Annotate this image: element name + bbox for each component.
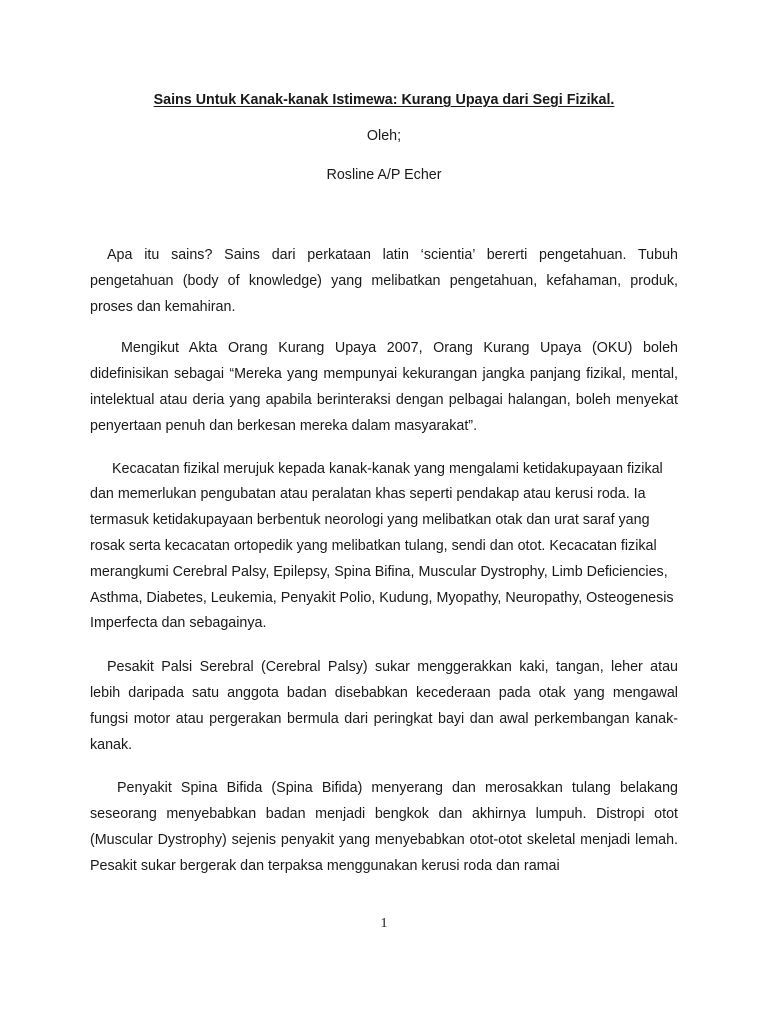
by-label: Oleh;: [366, 128, 402, 144]
paragraph: Kecacatan fizikal merujuk kepada kanak-kanak yang mengalami ketidakupayaan fizikal dan memerlukan pengubatan atau peralatan khas seperti pendakap atau kerusi roda. Ia termasuk ketidakupayaan berbentuk neorologi yang melibatkan otak dan urat saraf yang rosak serta kecacatan ortopedik yang melibatkan tulang, sendi dan otot. Kecacatan fizikal merangkumi Cerebral Palsy, Epilepsy, Spina Bifina, Muscular Dystrophy, Limb Deficiencies, Asthma, Diabetes, Leukemia, Penyakit Polio, Kudung, Myopathy, Neuropathy, Osteogenesis Imperfecta dan sebagainya.: [90, 460, 674, 632]
author-name: Rosline A/P Echer: [326, 167, 442, 183]
page-number: 1: [380, 916, 388, 931]
paragraph: Mengikut Akta Orang Kurang Upaya 2007, Orang Kurang Upaya (OKU) boleh didefinisikan sebagai “Mereka yang mempunyai kekurangan jangka panjang fizikal, mental, intelektual atau deria yang apabila berinteraksi dengan pelbagai halangan, boleh menyekat penyertaan penuh dan berkesan mereka dalam masyarakat”.: [90, 340, 678, 434]
paragraph: Penyakit Spina Bifida (Spina Bifida) menyerang dan merosakkan tulang belakang seseorang menyebabkan badan menjadi bengkok dan akhirnya lumpuh. Distropi otot (Muscular Dystrophy) sejenis penyakit yang menyebabkan otot-otot skeletal menjadi lemah. Pesakit sukar bergerak dan terpaksa menggunakan kerusi roda dan ramai: [90, 780, 678, 874]
paragraph: Pesakit Palsi Serebral (Cerebral Palsy) sukar menggerakkan kaki, tangan, leher atau lebih daripada satu anggota badan disebabkan kecederaan pada otak yang mengawal fungsi motor atau pergerakan bermula dari peringkat bayi dan awal perkembangan kanak-kanak.: [90, 659, 678, 753]
document-body: [90, 243, 678, 880]
paragraph: Apa itu sains? Sains dari perkataan latin ‘scientia’ bererti pengetahuan. Tubuh pengetahuan (body of knowledge) yang melibatkan pengetahuan, kefahaman, produk, proses dan kemahiran.: [90, 247, 678, 315]
document-title: Sains Untuk Kanak-kanak Istimewa: Kurang Upaya dari Segi Fizikal.: [153, 92, 615, 108]
